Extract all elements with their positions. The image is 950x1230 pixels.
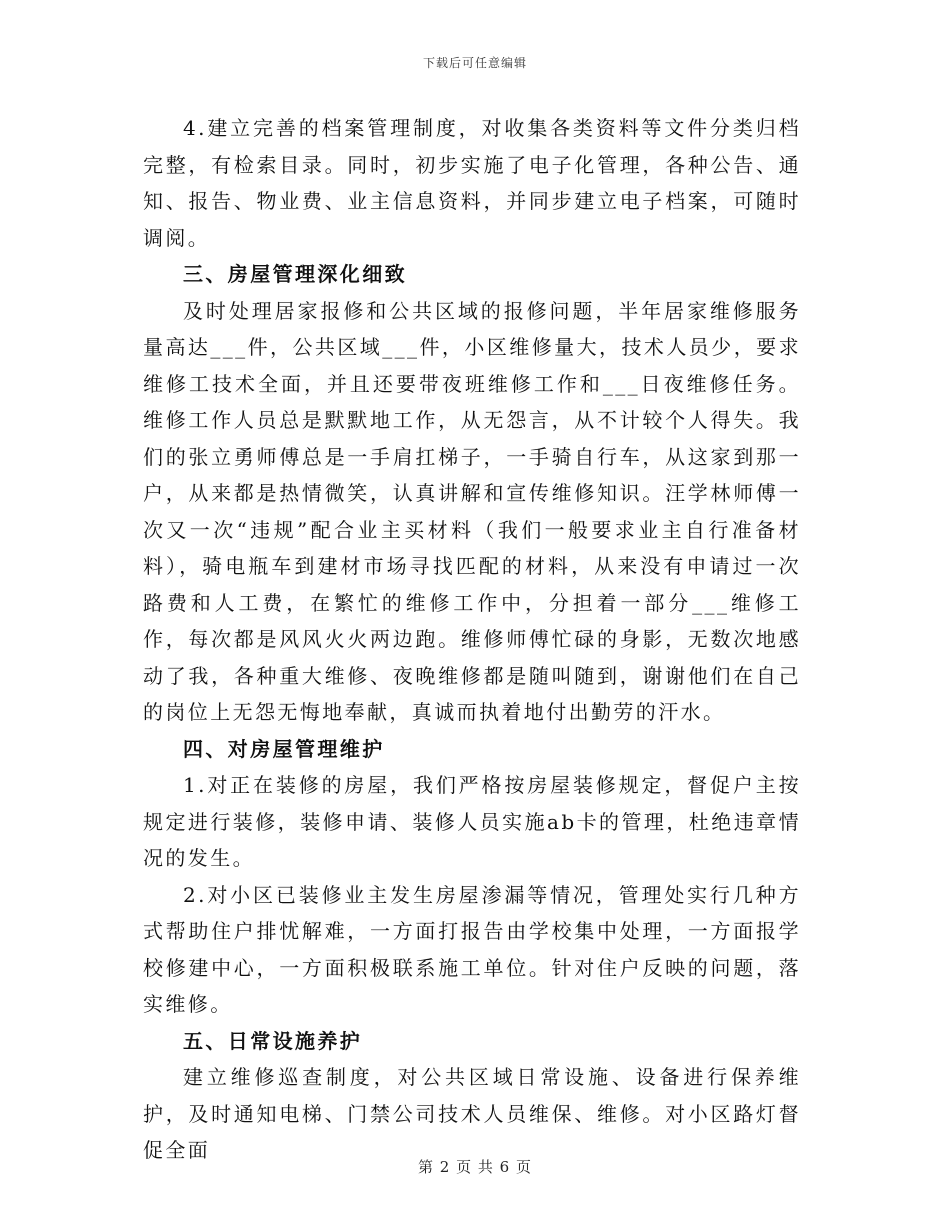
document-body (143, 110, 801, 1169)
page-number: 第 2 页 共 6 页 (418, 1158, 532, 1176)
section-heading-housing-management: 三、房屋管理深化细致 (183, 262, 407, 286)
section-heading-facility-upkeep: 五、日常设施养护 (183, 1028, 363, 1053)
section-heading-housing-maintenance: 四、对房屋管理维护 (183, 736, 385, 761)
repair-work-paragraph: 及时处理居家报修和公共区域的报修问题，半年居家维修服务量高达___件，公共区域___件，小区维修量大，技术人员少，要求维修工技术全面，并且还要带夜班维修工作和___日夜维修任务。维修工作人员总是默默地工作，从无怨言，从不计较个人得失。我们的张立勇师傅总是一手肩扛梯子，一手骑自行车，从这家到那一户，从来都是热情微笑，认真讲解和宣传维修知识。汪学林师傅一次又一次“违规”配合业主买材料（我们一般要求业主自行准备材料），骑电瓶车到建材市场寻找匹配的材料，从来没有申请过一次路费和人工费，在繁忙的维修工作中，分担着一部分___维修工作，每次都是风风火火两边跑。维修师傅忙碌的身影，无数次地感动了我，各种重大维修、夜晚维修都是随叫随到，谢谢他们在自己的岗位上无怨无悔地奉献，真诚而执着地付出勤劳的汗水。 (143, 298, 801, 724)
header-note: 下载后可任意编辑 (422, 56, 527, 70)
leakage-handling-paragraph: 2.对小区已装修业主发生房屋渗漏等情况，管理处实行几种方式帮助住户排忧解难，一方面打报告由学校集中处理，一方面报学校修建中心，一方面积极联系施工单位。针对住户反映的问题，落实维修。 (143, 882, 801, 1016)
renovation-rules-paragraph: 1.对正在装修的房屋，我们严格按房屋装修规定，督促户主按规定进行装修，装修申请、装修人员实施ab卡的管理，杜绝违章情况的发生。 (143, 773, 801, 870)
inspection-system-paragraph: 建立维修巡查制度，对公共区域日常设施、设备进行保养维护，及时通知电梯、门禁公司技术人员维保、维修。对小区路灯督促全面 (143, 1065, 801, 1162)
archive-management-paragraph: 4.建立完善的档案管理制度，对收集各类资料等文件分类归档完整，有检索目录。同时，初步实施了电子化管理，各种公告、通知、报告、物业费、业主信息资料，并同步建立电子档案，可随时调阅。 (143, 116, 801, 250)
